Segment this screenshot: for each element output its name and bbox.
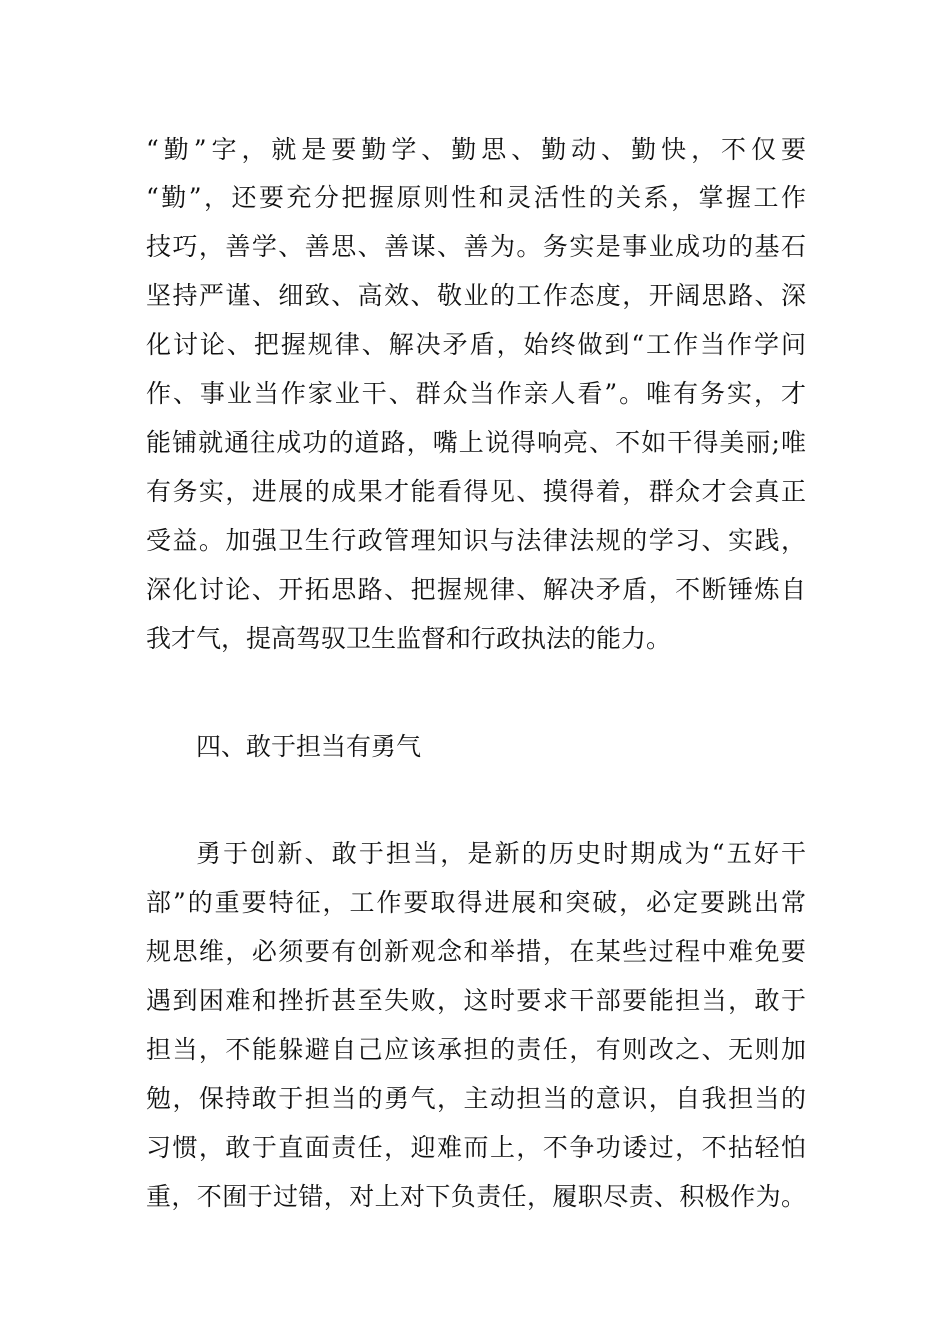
paragraph-2-line-8: 重，不囿于过错，对上对下负责任，履职尽责、积极作为。 <box>146 1182 806 1211</box>
paragraph-1-line-7: 能铺就通往成功的道路，嘴上说得响亮、不如干得美丽;唯 <box>146 428 806 457</box>
paragraph-2-line-4: 遇到困难和挫折甚至失败，这时要求干部要能担当，敢于 <box>146 986 806 1015</box>
paragraph-1-line-4: 坚持严谨、细致、高效、敬业的工作态度，开阔思路、深 <box>146 281 806 310</box>
paragraph-1-line-3: 技巧，善学、善思、善谋、善为。务实是事业成功的基石 <box>146 232 806 261</box>
paragraph-2-line-1: 勇于创新、敢于担当，是新的历史时期成为“五好干 <box>196 839 806 868</box>
paragraph-2-line-2: 部”的重要特征，工作要取得进展和突破，必定要跳出常 <box>146 888 806 917</box>
paragraph-1-line-8: 有务实，进展的成果才能看得见、摸得着，群众才会真正 <box>146 477 806 506</box>
paragraph-2-line-7: 习惯，敢于直面责任，迎难而上，不争功诿过，不拈轻怕 <box>146 1133 806 1162</box>
paragraph-1-line-11: 我才气，提高驾驭卫生监督和行政执法的能力。 <box>146 624 672 653</box>
paragraph-1-line-9: 受益。加强卫生行政管理知识与法律法规的学习、实践， <box>146 526 806 555</box>
paragraph-2-line-6: 勉，保持敢于担当的勇气，主动担当的意识，自我担当的 <box>146 1084 806 1113</box>
paragraph-1-line-10: 深化讨论、开拓思路、把握规律、解决矛盾，不断锤炼自 <box>146 575 806 604</box>
paragraph-1-line-2: “勤”，还要充分把握原则性和灵活性的关系，掌握工作 <box>146 183 806 212</box>
section-heading: 四、敢于担当有勇气 <box>196 732 422 761</box>
paragraph-1-line-1: “勤”字，就是要勤学、勤思、勤动、勤快，不仅要 <box>146 135 806 164</box>
paragraph-1-line-6: 作、事业当作家业干、群众当作亲人看”。唯有务实，才 <box>146 379 806 408</box>
paragraph-2-line-3: 规思维，必须要有创新观念和举措，在某些过程中难免要 <box>146 937 806 966</box>
paragraph-2-line-5: 担当，不能躲避自己应该承担的责任，有则改之、无则加 <box>146 1035 806 1064</box>
paragraph-1-line-5: 化讨论、把握规律、解决矛盾，始终做到“工作当作学问 <box>146 330 806 359</box>
